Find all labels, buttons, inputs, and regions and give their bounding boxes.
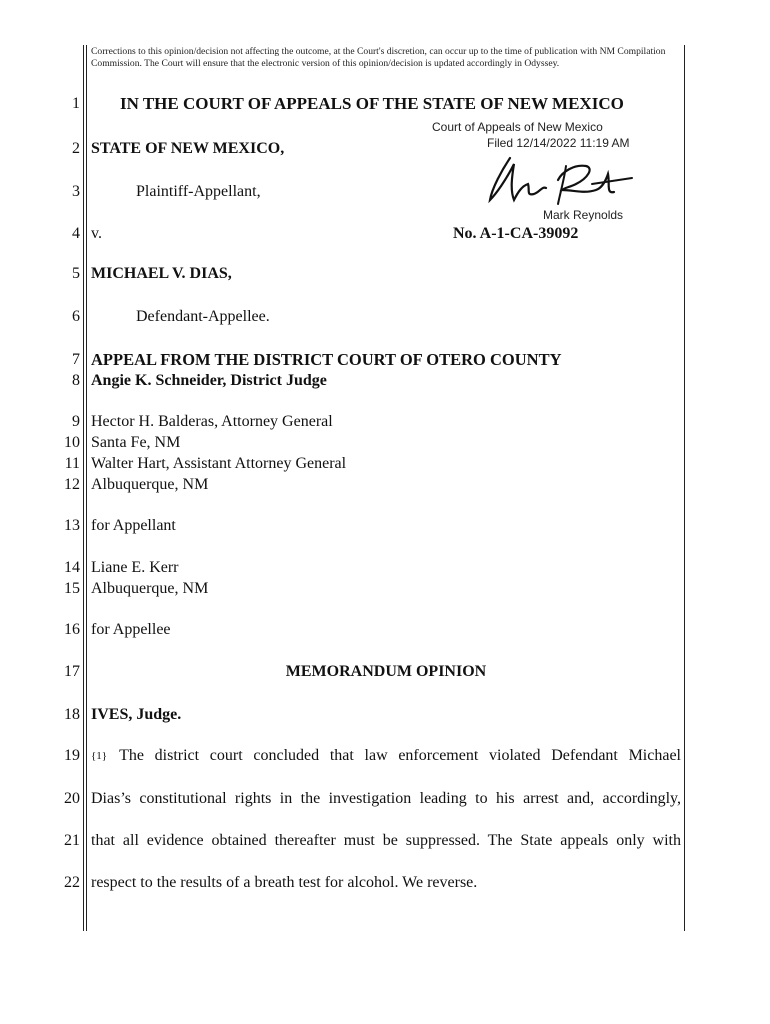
counsel-line: Hector H. Balderas, Attorney General [91, 413, 333, 430]
counsel-line: Albuquerque, NM [91, 580, 209, 597]
right-margin-rule [684, 45, 685, 931]
for-appellant-label: for Appellant [91, 517, 176, 534]
court-title: IN THE COURT OF APPEALS OF THE STATE OF NEW MEXICO [120, 94, 624, 113]
line-number: 18 [64, 706, 80, 723]
line-number: 9 [72, 413, 80, 430]
defendant-role: Defendant-Appellee. [136, 308, 270, 325]
line-number: 12 [64, 476, 80, 493]
filing-stamp-court: Court of Appeals of New Mexico [432, 120, 603, 134]
line-number: 1 [72, 95, 80, 112]
line-number: 21 [64, 832, 80, 849]
line-number: 4 [72, 225, 80, 242]
filing-stamp-signer: Mark Reynolds [543, 208, 624, 222]
line-number: 20 [64, 790, 80, 807]
defendant-name: MICHAEL V. DIAS, [91, 265, 232, 282]
paragraph-line: respect to the results of a breath test for alcohol. We reverse. [91, 874, 478, 891]
correction-notice: Corrections to this opinion/decision not affecting the outcome, at the Court's discretion, can occur up to the time of publication with NM Compilation Commission. The Court will ensure that the electronic version of this opinion/decision is updated accordingly in Odyssey. [91, 46, 666, 69]
case-number: No. A-1-CA-39092 [453, 225, 579, 242]
filing-stamp-date: Filed 12/14/2022 11:19 AM [487, 136, 630, 150]
paragraph-marker: {1} [91, 750, 108, 762]
line-number: 5 [72, 265, 80, 282]
line-number: 3 [72, 183, 80, 200]
appeal-heading: APPEAL FROM THE DISTRICT COURT OF OTERO COUNTY [91, 350, 562, 369]
line-number: 22 [64, 874, 80, 891]
line-number: 14 [64, 559, 80, 576]
paragraph-line: Dias’s constitutional rights in the investigation leading to his arrest and, accordingly, [91, 790, 681, 807]
for-appellee-label: for Appellee [91, 621, 171, 638]
line-number: 10 [64, 434, 80, 451]
line-number: 13 [64, 517, 80, 534]
versus-text: v. [91, 225, 102, 242]
line-number: 15 [64, 580, 80, 597]
paragraph-line [91, 746, 681, 766]
clerk-signature-image [484, 150, 634, 212]
counsel-line: Walter Hart, Assistant Attorney General [91, 455, 347, 472]
paragraph-line: that all evidence obtained thereafter must be suppressed. The State appeals only with [91, 832, 681, 849]
opinion-author: IVES, Judge. [91, 706, 182, 723]
counsel-line: Liane E. Kerr [91, 559, 179, 576]
plaintiff-name: STATE OF NEW MEXICO, [91, 140, 285, 157]
line-number: 11 [64, 455, 80, 472]
line-number: 8 [72, 372, 80, 389]
line-number: 6 [72, 308, 80, 325]
district-judge: Angie K. Schneider, District Judge [91, 372, 327, 389]
plaintiff-role: Plaintiff-Appellant, [136, 183, 261, 200]
line-number: 2 [72, 140, 80, 157]
line-number: 17 [64, 663, 80, 680]
counsel-line: Santa Fe, NM [91, 434, 181, 451]
line-number: 16 [64, 621, 80, 638]
line-number: 7 [72, 351, 80, 368]
line-number: 19 [64, 747, 80, 764]
left-margin-rule-inner [86, 45, 87, 931]
paragraph-line-text: The district court concluded that law enforcement violated Defendant Michael [119, 747, 681, 764]
counsel-line: Albuquerque, NM [91, 476, 209, 493]
opinion-title: MEMORANDUM OPINION [285, 663, 487, 680]
left-margin-rule-outer [83, 45, 84, 931]
